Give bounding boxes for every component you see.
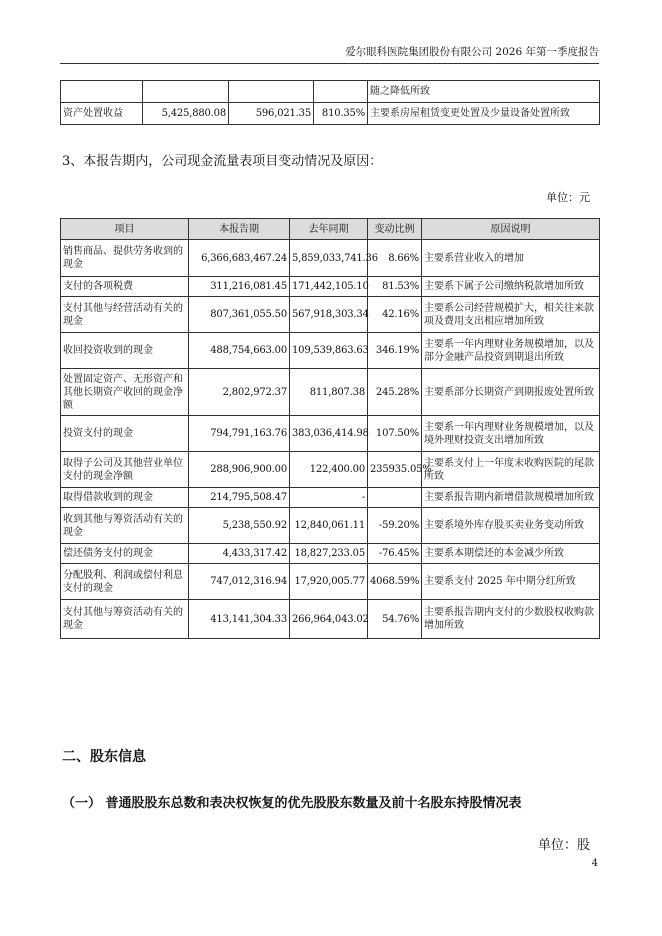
change-cell: -76.45% <box>368 544 422 564</box>
change-cell: 54.76% <box>368 600 422 639</box>
reason-cell: 主要系支付 2025 年中期分红所致 <box>422 564 600 600</box>
table-row <box>61 452 600 488</box>
table-row <box>61 369 600 416</box>
current-cell: 794,791,163.76 <box>189 416 290 452</box>
previous-cell: 266,964,043.02 <box>290 600 368 639</box>
section-3-title: 3、本报告期内，公司现金流量表项目变动情况及原因： <box>62 154 383 169</box>
previous-cell: 567,918,303.34 <box>290 297 368 333</box>
header-current: 本报告期 <box>189 219 290 240</box>
previous-cell: 383,036,414.98 <box>290 416 368 452</box>
table-row <box>61 416 600 452</box>
section-two-title: 二、股东信息 <box>62 749 146 765</box>
report-header: 爱尔眼科医院集团股份有限公司 2026 年第一季度报告 <box>60 44 599 64</box>
current-cell: 2,802,972.37 <box>189 369 290 416</box>
change-cell: 235935.05% <box>368 452 422 488</box>
reason-cell: 主要系一年内理财业务规模增加，以及境外理财投资支出增加所致 <box>422 416 600 452</box>
previous-cell: 811,807.38 <box>290 369 368 416</box>
reason-cell: 主要系下属子公司缴纳税款增加所致 <box>422 277 600 297</box>
table-row <box>61 297 600 333</box>
table-row <box>61 277 600 297</box>
reason-cell: 主要系报告期内新增借款规模增加所致 <box>422 488 600 508</box>
previous-cell: - <box>290 488 368 508</box>
item-cell: 投资支付的现金 <box>61 416 189 452</box>
reason-cell: 主要系房屋租赁变更处置及少量设备处置所致 <box>368 103 600 125</box>
current-cell: 214,795,508.47 <box>189 488 290 508</box>
reason-cell: 主要系本期偿还的本金减少所致 <box>422 544 600 564</box>
reason-cell: 主要系部分长期资产到期报废处置所致 <box>422 369 600 416</box>
reason-cell: 主要系支付上一年度末收购医院的尾款所致 <box>422 452 600 488</box>
header-reason: 原因说明 <box>422 219 600 240</box>
change-cell: 42.16% <box>368 297 422 333</box>
table-row <box>61 103 600 125</box>
change-cell: 81.53% <box>368 277 422 297</box>
change-cell: 4068.59% <box>368 564 422 600</box>
header-change: 变动比例 <box>368 219 422 240</box>
previous-cell: 18,827,233.05 <box>290 544 368 564</box>
change-cell: 8.66% <box>368 240 422 277</box>
item-cell: 销售商品、提供劳务收到的现金 <box>61 240 189 277</box>
previous-cell: 17,920,005.77 <box>290 564 368 600</box>
header-item: 项目 <box>61 219 189 240</box>
change-cell: 810.35% <box>314 103 368 125</box>
current-cell: 5,238,550.92 <box>189 508 290 544</box>
previous-cell: 12,840,061.11 <box>290 508 368 544</box>
income-continuation-table <box>60 80 600 125</box>
current-cell: 413,141,304.33 <box>189 600 290 639</box>
cashflow-table <box>60 218 600 639</box>
current-cell: 747,012,316.94 <box>189 564 290 600</box>
item-cell: 支付其他与筹资活动有关的现金 <box>61 600 189 639</box>
current-cell: 288,906,900.00 <box>189 452 290 488</box>
table-row <box>61 544 600 564</box>
table-row <box>61 81 600 103</box>
current-cell: 488,754,663.00 <box>189 333 290 369</box>
change-cell: 346.19% <box>368 333 422 369</box>
item-cell: 支付其他与经营活动有关的现金 <box>61 297 189 333</box>
item-cell: 收回投资收到的现金 <box>61 333 189 369</box>
item-cell: 收到其他与筹资活动有关的现金 <box>61 508 189 544</box>
reason-cell: 主要系营业收入的增加 <box>422 240 600 277</box>
reason-cell: 主要系一年内理财业务规模增加，以及部分金融产品投资到期退出所致 <box>422 333 600 369</box>
change-cell: 245.28% <box>368 369 422 416</box>
table-row <box>61 508 600 544</box>
reason-cell: 主要系公司经营规模扩大，相关往来款项及费用支出相应增加所致 <box>422 297 600 333</box>
table-row <box>61 600 600 639</box>
table-row <box>61 333 600 369</box>
unit-label-shares: 单位：股 <box>537 838 590 853</box>
change-cell: 107.50% <box>368 416 422 452</box>
table-row <box>61 240 600 277</box>
previous-cell: 122,400.00 <box>290 452 368 488</box>
previous-cell: 5,859,033,741.36 <box>290 240 368 277</box>
reason-cell: 主要系境外库存股买卖业务变动所致 <box>422 508 600 544</box>
item-cell: 取得借款收到的现金 <box>61 488 189 508</box>
current-cell: 6,366,683,467.24 <box>189 240 290 277</box>
page-number: 4 <box>591 858 598 869</box>
previous-cell: 171,442,105.10 <box>290 277 368 297</box>
item-cell: 处置固定资产、无形资产和其他长期资产收回的现金净额 <box>61 369 189 416</box>
unit-label: 单位：元 <box>546 191 590 204</box>
current-cell: 4,433,317.42 <box>189 544 290 564</box>
section-two-subtitle: （一） 普通股股东总数和表决权恢复的优先股股东数量及前十名股东持股情况表 <box>62 796 522 811</box>
item-cell: 分配股利、利润或偿付利息支付的现金 <box>61 564 189 600</box>
change-cell: -59.20% <box>368 508 422 544</box>
item-cell: 偿还债务支付的现金 <box>61 544 189 564</box>
reason-cell: 随之降低所致 <box>368 81 600 103</box>
reason-cell: 主要系报告期内支付的少数股权收购款增加所致 <box>422 600 600 639</box>
item-cell: 支付的各项税费 <box>61 277 189 297</box>
header-previous: 去年同期 <box>290 219 368 240</box>
table-row <box>61 564 600 600</box>
change-cell <box>368 488 422 508</box>
current-cell: 807,361,055.50 <box>189 297 290 333</box>
item-cell: 取得子公司及其他营业单位支付的现金净额 <box>61 452 189 488</box>
item-cell: 资产处置收益 <box>61 103 143 125</box>
previous-cell: 596,021.35 <box>229 103 314 125</box>
current-cell: 5,425,880.08 <box>143 103 229 125</box>
previous-cell: 109,539,863.63 <box>290 333 368 369</box>
current-cell: 311,216,081.45 <box>189 277 290 297</box>
table-row <box>61 488 600 508</box>
table-header-row <box>61 219 600 240</box>
